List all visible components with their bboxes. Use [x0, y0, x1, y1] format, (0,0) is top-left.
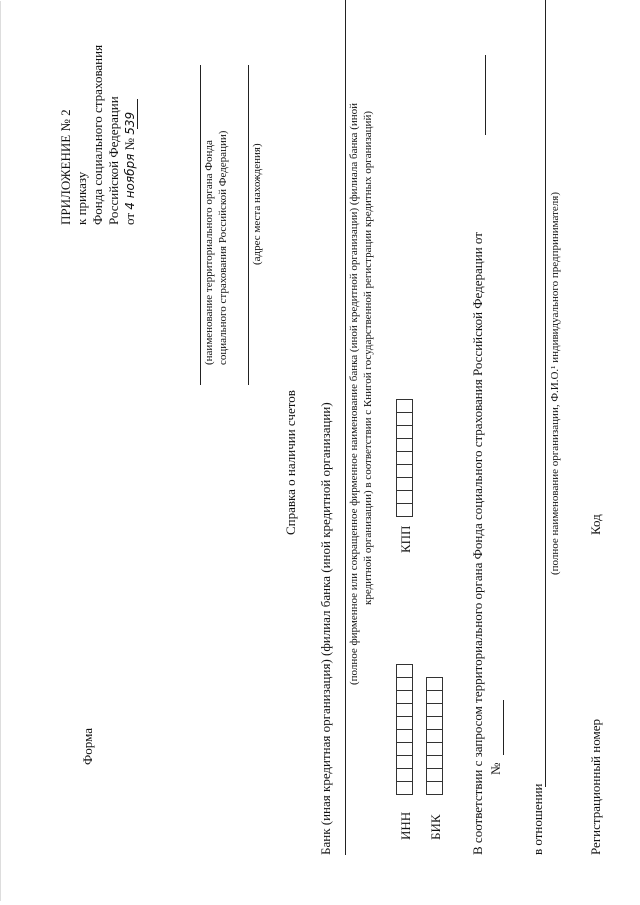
bik-cell[interactable] [426, 768, 443, 782]
bik-cell[interactable] [426, 703, 443, 717]
inn-cell[interactable] [396, 768, 413, 782]
fss-name-caption-1: (наименование территориального органа Фонда [203, 140, 215, 365]
regarding-line [545, 0, 546, 787]
form-label: Форма [80, 728, 95, 765]
appendix-title: ПРИЛОЖЕНИЕ № 2 [58, 109, 73, 225]
inn-cell[interactable] [396, 690, 413, 704]
order-number-underline [137, 99, 138, 129]
fss-name-caption-2: социального страхования Российской Федерации) [217, 130, 229, 365]
bik-label: БИК [428, 814, 443, 840]
inn-cell[interactable] [396, 755, 413, 769]
inn-cell[interactable] [396, 716, 413, 730]
inn-cell[interactable] [396, 664, 413, 678]
bik-cell[interactable] [426, 755, 443, 769]
kpp-cell[interactable] [396, 464, 413, 478]
inn-label: ИНН [398, 811, 413, 840]
regarding-label: в отношении [530, 783, 545, 855]
request-number-line [503, 700, 504, 755]
appendix-order-ref: от 4 ноября № 539 [122, 111, 137, 225]
bank-label: Банк (иная кредитная организация) (филиал банка (иной кредитной организации) [318, 402, 333, 855]
bik-cell[interactable] [426, 781, 443, 795]
bank-name-caption-2: кредитной организации) в соответствии с Книгой государственной регистрации кредитных организаций) [362, 111, 374, 605]
bik-cell[interactable] [426, 742, 443, 756]
inn-cell[interactable] [396, 729, 413, 743]
bank-name-line [345, 0, 346, 855]
inn-cell[interactable] [396, 781, 413, 795]
handwritten-number: 539 [123, 111, 137, 135]
code-label: Код [588, 514, 603, 535]
request-date-line [485, 55, 486, 135]
inn-cell[interactable] [396, 742, 413, 756]
inn-cell[interactable] [396, 677, 413, 691]
fss-address-caption: (адрес места нахождения) [251, 143, 263, 265]
kpp-cell[interactable] [396, 477, 413, 491]
request-text: В соответствии с запросом территориального органа Фонда социального страхования Российской Федерации от [470, 232, 485, 855]
appendix-line-3: Российской Федерации [106, 96, 121, 225]
request-number-label: № [488, 762, 503, 775]
bik-cell[interactable] [426, 690, 443, 704]
kpp-label: КПП [398, 525, 413, 553]
bank-name-caption-1: (полное фирменное или сокращенное фирменное наименование банка (иной кредитной организации) (филиала банка (иной [348, 102, 360, 685]
bik-boxes[interactable] [426, 678, 443, 795]
appendix-line-1: к приказу [74, 171, 89, 225]
bik-cell[interactable] [426, 729, 443, 743]
kpp-cell[interactable] [396, 425, 413, 439]
registration-number-label: Регистрационный номер [588, 719, 603, 855]
appendix-line-2: Фонда социального страхования [90, 44, 105, 225]
inn-cell[interactable] [396, 703, 413, 717]
kpp-cell[interactable] [396, 451, 413, 465]
document-title: Справка о наличии счетов [283, 390, 298, 535]
bik-cell[interactable] [426, 716, 443, 730]
inn-boxes[interactable] [396, 665, 413, 795]
fss-name-line [200, 65, 201, 385]
bik-cell[interactable] [426, 677, 443, 691]
page-edge [0, 1, 1, 901]
regarding-caption: (полное наименование организации, Ф.И.О.¹ индивидуального предпринимателя) [549, 191, 561, 575]
kpp-cell[interactable] [396, 438, 413, 452]
fss-address-line [248, 65, 249, 385]
kpp-cell[interactable] [396, 399, 413, 413]
handwritten-date: 4 ноября [123, 153, 137, 210]
kpp-cell[interactable] [396, 412, 413, 426]
kpp-cell[interactable] [396, 503, 413, 517]
kpp-boxes[interactable] [396, 400, 413, 517]
kpp-cell[interactable] [396, 490, 413, 504]
